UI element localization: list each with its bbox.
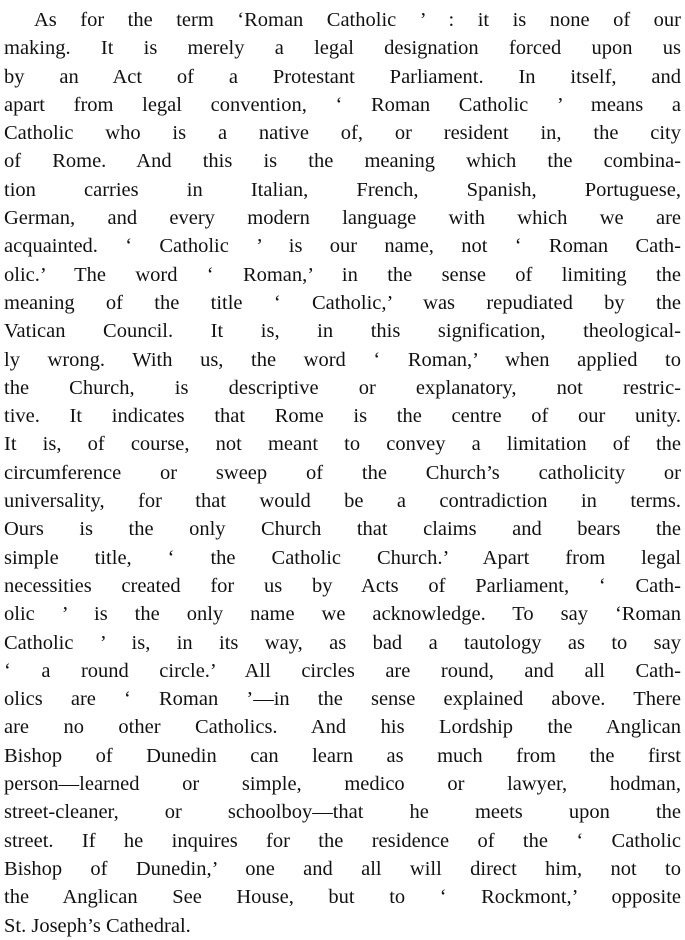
text-line: meaning of the title ‘ Catholic,’ was repudiated by the <box>4 291 681 314</box>
text-line: street. If he inquires for the residence of the ‘ Catholic <box>4 829 681 852</box>
text-line: the Anglican See House, but to ‘ Rockmont,’ opposite <box>4 886 681 909</box>
text-line: acquainted. ‘ Catholic ’ is our name, not ‘ Roman Cath- <box>4 235 681 258</box>
text-line: apart from legal convention, ‘ Roman Catholic ’ means a <box>4 93 681 116</box>
text-line: olics are ‘ Roman ’—in the sense explained above. There <box>4 688 681 711</box>
text-line: As for the term ‘Roman Catholic ’ : it is none of our <box>34 9 681 31</box>
text-line: universality, for that would be a contradiction in terms. <box>4 490 681 513</box>
text-line: German, and every modern language with which we are <box>4 207 681 230</box>
text-line: It is, of course, not meant to convey a limitation of the <box>4 433 681 456</box>
text-line: tion carries in Italian, French, Spanish, Portuguese, <box>4 178 681 201</box>
text-line: Catholic ’ is, in its way, as bad a tautology as to say <box>4 631 681 654</box>
text-line: by an Act of a Protestant Parliament. In itself, and <box>4 65 681 88</box>
text-line: tive. It indicates that Rome is the centre of our unity. <box>4 405 681 428</box>
text-line: the Church, is descriptive or explanatory, not restric- <box>4 376 681 399</box>
text-line: making. It is merely a legal designation forced upon us <box>4 37 681 60</box>
article-paragraph <box>4 6 681 940</box>
text-line: olic.’ The word ‘ Roman,’ in the sense of limiting the <box>4 263 681 286</box>
text-line: ly wrong. With us, the word ‘ Roman,’ when applied to <box>4 348 681 371</box>
text-line: Bishop of Dunedin,’ one and all will direct him, not to <box>4 857 681 880</box>
text-line: circumference or sweep of the Church’s catholicity or <box>4 461 681 484</box>
text-line: Vatican Council. It is, in this signification, theological- <box>4 320 681 343</box>
text-line: Catholic who is a native of, or resident in, the city <box>4 122 681 145</box>
text-line: are no other Catholics. And his Lordship the Anglican <box>4 716 681 739</box>
text-line: of Rome. And this is the meaning which the combina- <box>4 150 681 173</box>
text-line: street-cleaner, or schoolboy—that he meets upon the <box>4 801 681 824</box>
text-line: Bishop of Dunedin can learn as much from the first <box>4 744 681 767</box>
text-line: ‘ a round circle.’ All circles are round, and all Cath- <box>4 659 681 682</box>
text-line: olic ’ is the only name we acknowledge. To say ‘Roman <box>4 603 681 626</box>
text-line: necessities created for us by Acts of Parliament, ‘ Cath- <box>4 574 681 597</box>
text-line: St. Joseph’s Cathedral. <box>4 914 191 937</box>
text-line: person—learned or simple, medico or lawyer, hodman, <box>4 773 681 796</box>
text-line: Ours is the only Church that claims and bears the <box>4 518 681 541</box>
text-line: simple title, ‘ the Catholic Church.’ Apart from legal <box>4 546 681 569</box>
